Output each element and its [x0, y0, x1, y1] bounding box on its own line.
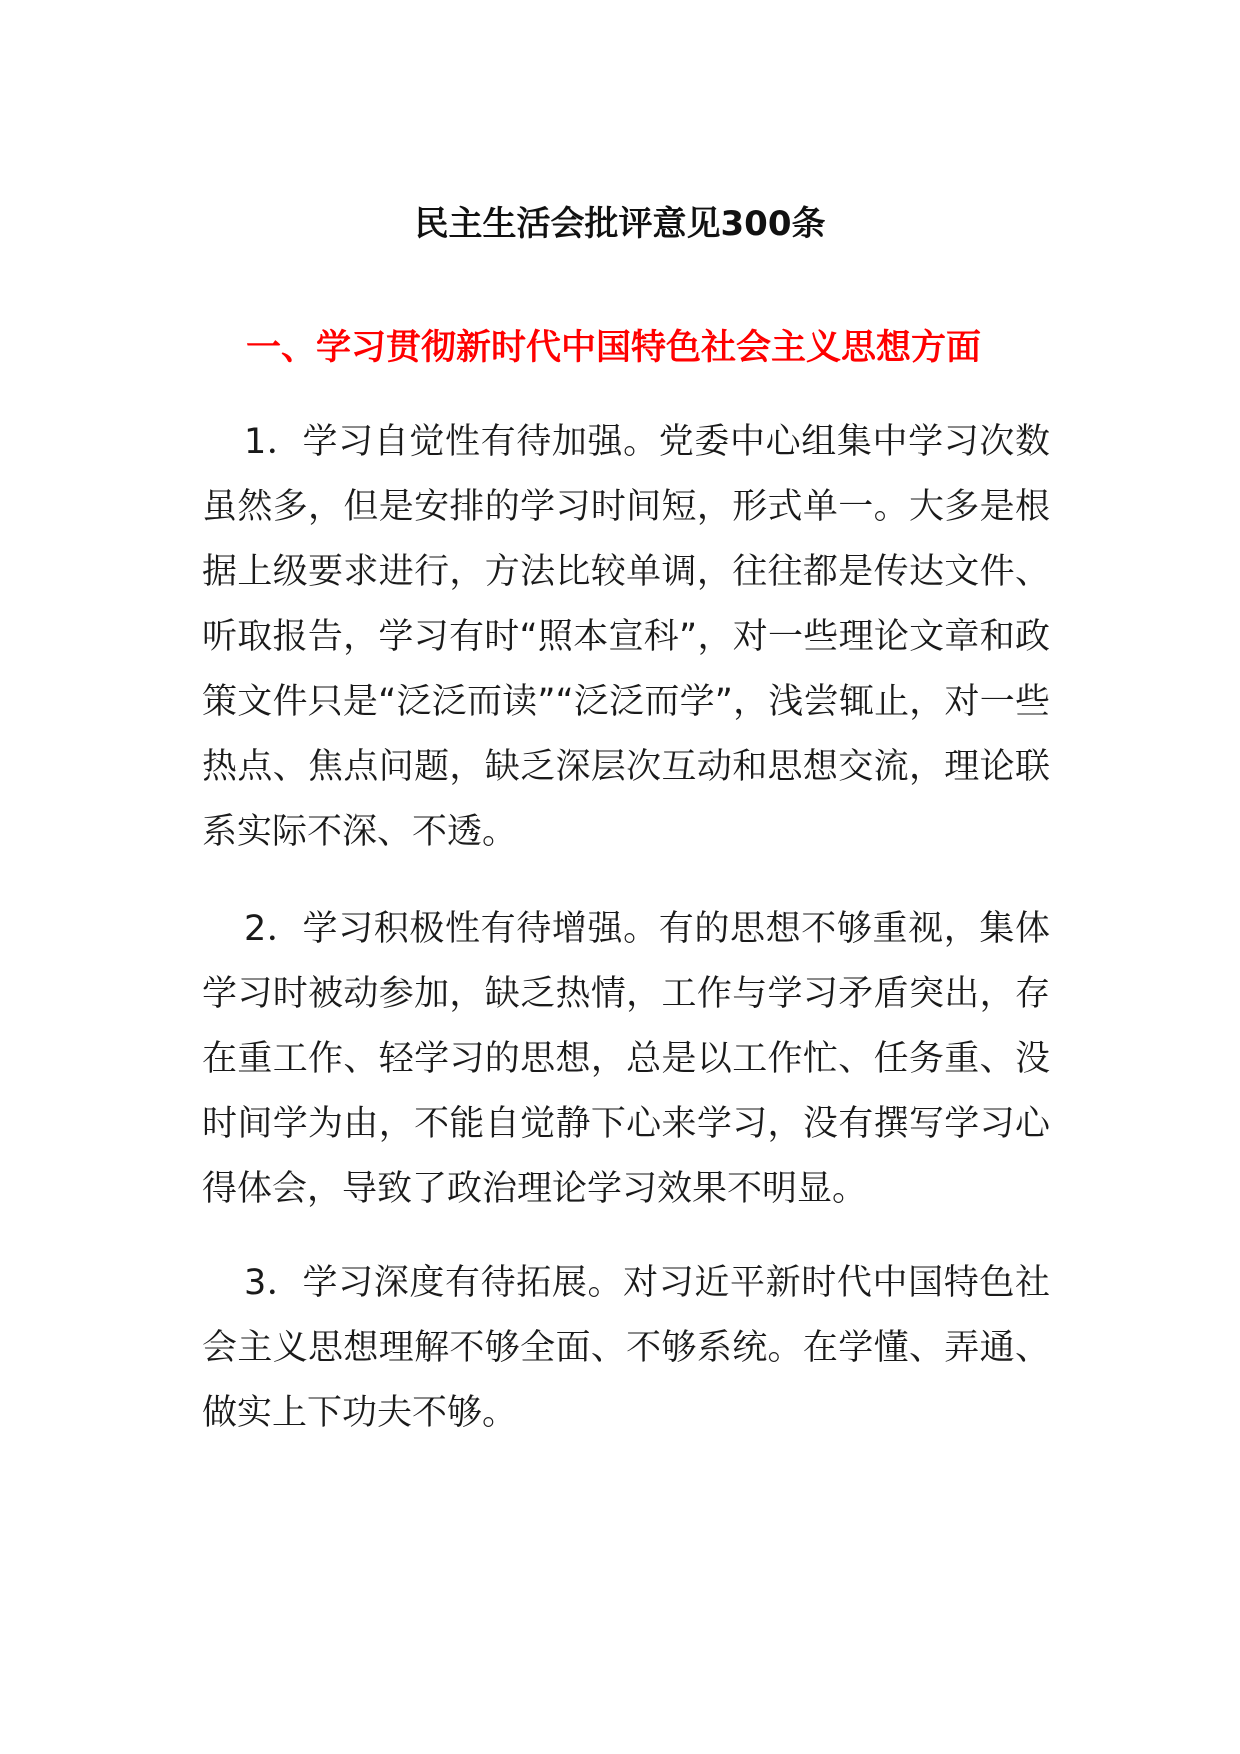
paragraph-1: 1．学习自觉性有待加强。党委中心组集中学习次数虽然多，但是安排的学习时间短，形式单一。大多是根据上级要求进行，方法比较单调，往往都是传达文件、听取报告，学习有时“照本宣科”，对一些理论文章和政策文件只是“泛泛而读”“泛泛而学”，浅尝辄止，对一些热点、焦点问题，缺乏深层次互动和思想交流，理论联系实际不深、不透。: [202, 422, 1050, 852]
section-heading: 一、学习贯彻新时代中国特色社会主义思想方面: [246, 328, 982, 368]
document-title: 民主生活会批评意见300条: [414, 204, 826, 244]
paragraph-3: 3．学习深度有待拓展。对习近平新时代中国特色社会主义思想理解不够全面、不够系统。在学懂、弄通、做实上下功夫不够。: [202, 1263, 1050, 1433]
paragraph-2: 2．学习积极性有待增强。有的思想不够重视，集体学习时被动参加，缺乏热情，工作与学习矛盾突出，存在重工作、轻学习的思想，总是以工作忙、任务重、没时间学为由，不能自觉静下心来学习，没有撰写学习心得体会，导致了政治理论学习效果不明显。: [202, 909, 1050, 1209]
